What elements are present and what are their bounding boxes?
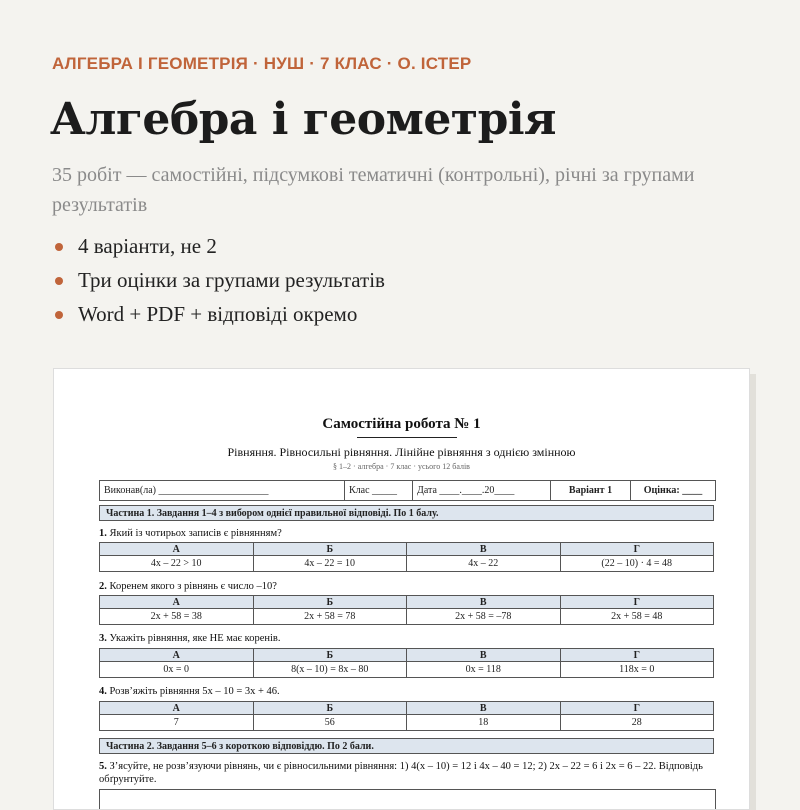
options-table: А Б В Г 7 56 18 28 bbox=[99, 701, 714, 731]
date-field: Дата ____.____.20____ bbox=[413, 481, 551, 500]
question-text: 3. Укажіть рівняння, яке НЕ має коренів. bbox=[99, 633, 281, 644]
grade-field: Оцінка: ____ bbox=[643, 485, 703, 496]
page-subtitle: 35 робіт — самостійні, підсумкові тематичні (контрольні), річні за групами результатів bbox=[52, 164, 695, 216]
class-field: Клас _____ bbox=[345, 481, 413, 500]
bullet-dot-icon bbox=[55, 311, 63, 319]
page-title: Алгебра і геометрія bbox=[50, 94, 557, 145]
worksheet-subtitle: Рівняння. Рівносильні рівняння. Лінійне рівняння з однією змінною bbox=[227, 445, 576, 459]
question-text: 4. Розв’яжіть рівняння 5x – 10 = 3x + 46. bbox=[99, 686, 280, 697]
student-info-row bbox=[99, 480, 716, 501]
name-field: Виконав(ла) ______________________ bbox=[100, 481, 345, 500]
variant-field: Варіант 1 bbox=[551, 481, 631, 500]
feature-item: Три оцінки за групами результатів bbox=[52, 266, 385, 300]
bullet-dot-icon bbox=[55, 243, 63, 251]
options-table: А Б В Г 0x = 0 8(x – 10) = 8x – 80 0x = 118 118x = 0 bbox=[99, 648, 714, 678]
options-table: А Б В Г 2x + 58 = 38 2x + 58 = 78 2x + 58 = –78 2x + 58 = 48 bbox=[99, 595, 714, 625]
title-underline bbox=[357, 437, 457, 438]
eyebrow-label: АЛГЕБРА І ГЕОМЕТРІЯ · НУШ · 7 КЛАС · О. ІСТЕР bbox=[52, 54, 472, 73]
feature-list bbox=[52, 232, 385, 334]
options-table: А Б В Г 4x – 22 > 10 4x – 22 = 10 4x – 22 (22 – 10) · 4 = 48 bbox=[99, 542, 714, 572]
question-text: 5. З’ясуйте, не розв’язуючи рівнянь, чи є рівносильними рівняння: 1) 4(x – 10) = 12 і 4x – 40 = 12; 2) 2x – 22 = 6 і 2x = 6 – 22. Відповідь обґрунтуйте. bbox=[99, 761, 703, 785]
question-text: 2. Коренем якого з рівнянь є число –10? bbox=[99, 581, 277, 592]
bullet-dot-icon bbox=[55, 277, 63, 285]
worksheet-meta: § 1–2 · алгебра · 7 клас · усього 12 балів bbox=[333, 462, 470, 471]
feature-item: Word + PDF + відповіді окремо bbox=[52, 300, 385, 334]
worksheet-preview bbox=[53, 368, 750, 810]
question-text: 1. Який із чотирьох записів є рівнянням? bbox=[99, 528, 282, 539]
feature-item: 4 варіанти, не 2 bbox=[52, 232, 385, 266]
part-2-header: Частина 2. Завдання 5–6 з короткою відповіддю. По 2 бали. bbox=[99, 738, 714, 754]
part-1-header: Частина 1. Завдання 1–4 з вибором однієї правильної відповіді. По 1 балу. bbox=[99, 505, 714, 521]
worksheet-title: Самостійна робота № 1 bbox=[322, 416, 481, 432]
